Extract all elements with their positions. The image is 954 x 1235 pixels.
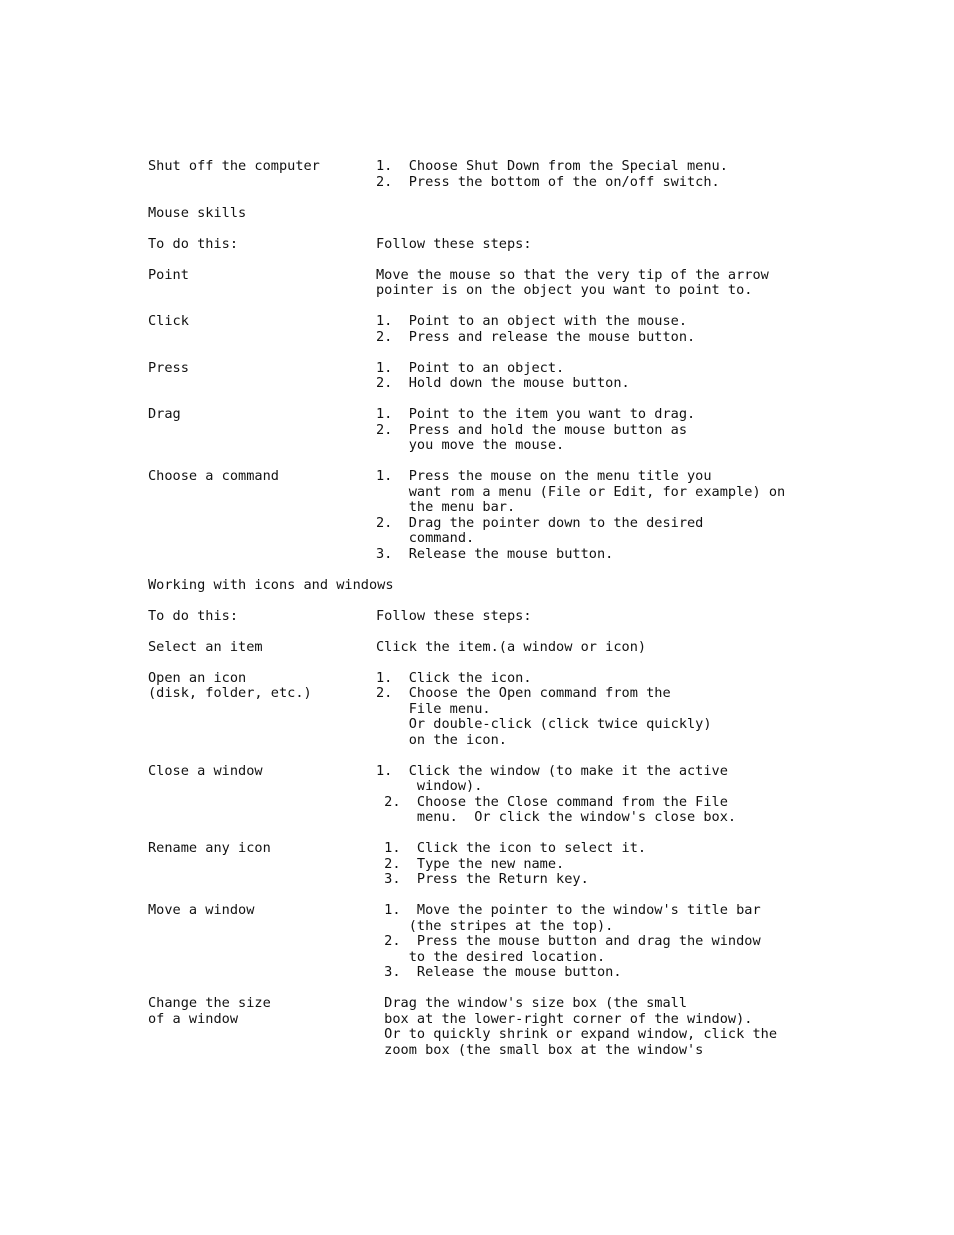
task-label (148, 283, 376, 299)
step-text: 1. Click the icon to select it. (376, 840, 647, 856)
task-label: Choose a command (148, 468, 279, 484)
instruction-row (148, 376, 954, 392)
instruction-row (148, 516, 954, 532)
task-label (148, 950, 376, 966)
instruction-row (148, 841, 954, 857)
instruction-row (148, 423, 954, 439)
task-label: Rename any icon (148, 840, 271, 856)
step-text: 2. Type the new name. (376, 855, 565, 872)
task-label (148, 423, 376, 439)
task-label (148, 717, 376, 733)
instruction-row (148, 950, 954, 966)
instruction-row (148, 686, 954, 702)
instruction-row (148, 159, 954, 175)
instruction-row (148, 175, 954, 191)
instruction-row (148, 438, 954, 454)
instruction-row (148, 1043, 954, 1059)
task-label (148, 733, 376, 749)
task-label (148, 919, 376, 935)
task-label: of a window (148, 1010, 239, 1027)
task-label: To do this: (148, 607, 239, 624)
task-label (148, 857, 376, 873)
step-text: menu. Or click the window's close box. (376, 809, 737, 825)
instruction-row (148, 314, 954, 330)
document-body (148, 159, 954, 1058)
instruction-row (148, 500, 954, 516)
instruction-row (148, 857, 954, 873)
task-label: Point (148, 266, 189, 283)
blank-line (148, 981, 954, 997)
instruction-row (148, 361, 954, 377)
task-label: (disk, folder, etc.) (148, 685, 312, 701)
instruction-row (148, 531, 954, 547)
blank-line (148, 252, 954, 268)
step-text: zoom box (the small box at the window's (376, 1041, 704, 1058)
step-text: 2. Press the bottom of the on/off switch. (376, 173, 720, 190)
instruction-row (148, 919, 954, 935)
instruction-row (148, 934, 954, 950)
instruction-row (148, 283, 954, 299)
step-text: to the desired location. (376, 948, 606, 965)
blank-line (148, 593, 954, 609)
step-text: (the stripes at the top). (376, 917, 614, 934)
step-text: Or to quickly shrink or expand window, click the (376, 1026, 778, 1042)
task-label (148, 1027, 376, 1043)
blank-line (148, 221, 954, 237)
task-label (148, 500, 376, 516)
instruction-row (148, 872, 954, 888)
step-text: 1. Click the window (to make it the active (376, 762, 728, 779)
instruction-row (148, 764, 954, 780)
task-label (148, 779, 376, 795)
blank-line (148, 392, 954, 408)
step-text: Follow these steps: (376, 607, 532, 624)
instruction-row (148, 485, 954, 501)
task-label: Press (148, 359, 189, 376)
task-label: Change the size (148, 995, 271, 1011)
blank-line (148, 655, 954, 671)
instruction-row (148, 268, 954, 284)
step-text: File menu. (376, 700, 491, 717)
blank-line (148, 888, 954, 904)
task-label (148, 531, 376, 547)
instruction-row (148, 996, 954, 1012)
step-text: 2. Press the mouse button and drag the window (376, 933, 761, 949)
blank-line (148, 299, 954, 315)
instruction-row (148, 407, 954, 423)
instruction-row (148, 810, 954, 826)
instruction-row (148, 547, 954, 563)
blank-line (148, 345, 954, 361)
task-label: Close a window (148, 762, 263, 779)
task-label (148, 795, 376, 811)
instruction-row (148, 779, 954, 795)
blank-line (148, 624, 954, 640)
instruction-row (148, 795, 954, 811)
step-text: 1. Point to an object with the mouse. (376, 313, 687, 329)
blank-line (148, 826, 954, 842)
step-text: 1. Press the mouse on the menu title you (376, 468, 712, 484)
step-text: pointer is on the object you want to point to. (376, 282, 753, 298)
step-text: the menu bar. (376, 499, 516, 515)
step-text: window). (376, 778, 483, 794)
task-label: Click (148, 313, 189, 329)
task-label (148, 872, 376, 888)
step-text: Follow these steps: (376, 235, 532, 252)
task-label (148, 330, 376, 346)
task-label (148, 702, 376, 718)
task-label (148, 376, 376, 392)
task-label (148, 438, 376, 454)
task-label: Open an icon (148, 669, 247, 686)
step-text: 2. Hold down the mouse button. (376, 375, 630, 391)
step-text: 2. Press and release the mouse button. (376, 328, 696, 345)
step-text: you move the mouse. (376, 437, 565, 453)
task-label: To do this: (148, 235, 239, 252)
step-text: 1. Point to an object. (376, 359, 565, 376)
task-label (148, 485, 376, 501)
task-label (148, 547, 376, 563)
step-text: 2. Choose the Close command from the File (376, 793, 728, 810)
blank-line (148, 748, 954, 764)
step-text: 1. Choose Shut Down from the Special menu. (376, 158, 728, 174)
step-text: want rom a menu (File or Edit, for example) on (376, 483, 786, 500)
blank-line (148, 562, 954, 578)
step-text: command. (376, 530, 475, 546)
step-text: Move the mouse so that the very tip of the arrow (376, 266, 769, 283)
instruction-row (148, 1012, 954, 1028)
step-text: 2. Choose the Open command from the (376, 685, 671, 701)
blank-line (148, 454, 954, 470)
step-text: Or double-click (click twice quickly) (376, 716, 712, 732)
step-text: 2. Press and hold the mouse button as (376, 421, 687, 438)
step-text: 3. Release the mouse button. (376, 964, 622, 980)
task-label (148, 175, 376, 191)
step-text: 2. Drag the pointer down to the desired (376, 514, 704, 531)
task-label: Move a window (148, 902, 255, 918)
section-heading: Working with icons and windows (148, 576, 394, 593)
task-label (148, 1043, 376, 1059)
step-text: box at the lower-right corner of the window). (376, 1010, 753, 1027)
instruction-row (148, 717, 954, 733)
instruction-row (148, 702, 954, 718)
instruction-row (148, 1027, 954, 1043)
step-text: Click the item.(a window or icon) (376, 638, 647, 655)
task-label (148, 934, 376, 950)
instruction-row (148, 965, 954, 981)
task-label (148, 810, 376, 826)
instruction-row (148, 609, 954, 625)
step-text: 3. Press the Return key. (376, 871, 589, 887)
task-label: Drag (148, 406, 181, 422)
section-heading: Mouse skills (148, 204, 247, 221)
instruction-row (148, 469, 954, 485)
task-label: Select an item (148, 638, 263, 655)
instruction-row (148, 330, 954, 346)
step-text: Drag the window's size box (the small (376, 995, 687, 1011)
instruction-row (148, 640, 954, 656)
instruction-row (148, 903, 954, 919)
blank-line (148, 190, 954, 206)
step-text: 1. Click the icon. (376, 669, 532, 686)
instruction-row (148, 733, 954, 749)
instruction-row (148, 671, 954, 687)
task-label (148, 516, 376, 532)
step-text: on the icon. (376, 731, 507, 748)
instruction-row (148, 237, 954, 253)
step-text: 3. Release the mouse button. (376, 545, 614, 562)
task-label (148, 965, 376, 981)
task-label: Shut off the computer (148, 158, 320, 174)
step-text: 1. Move the pointer to the window's title bar (376, 902, 761, 918)
step-text: 1. Point to the item you want to drag. (376, 406, 696, 422)
